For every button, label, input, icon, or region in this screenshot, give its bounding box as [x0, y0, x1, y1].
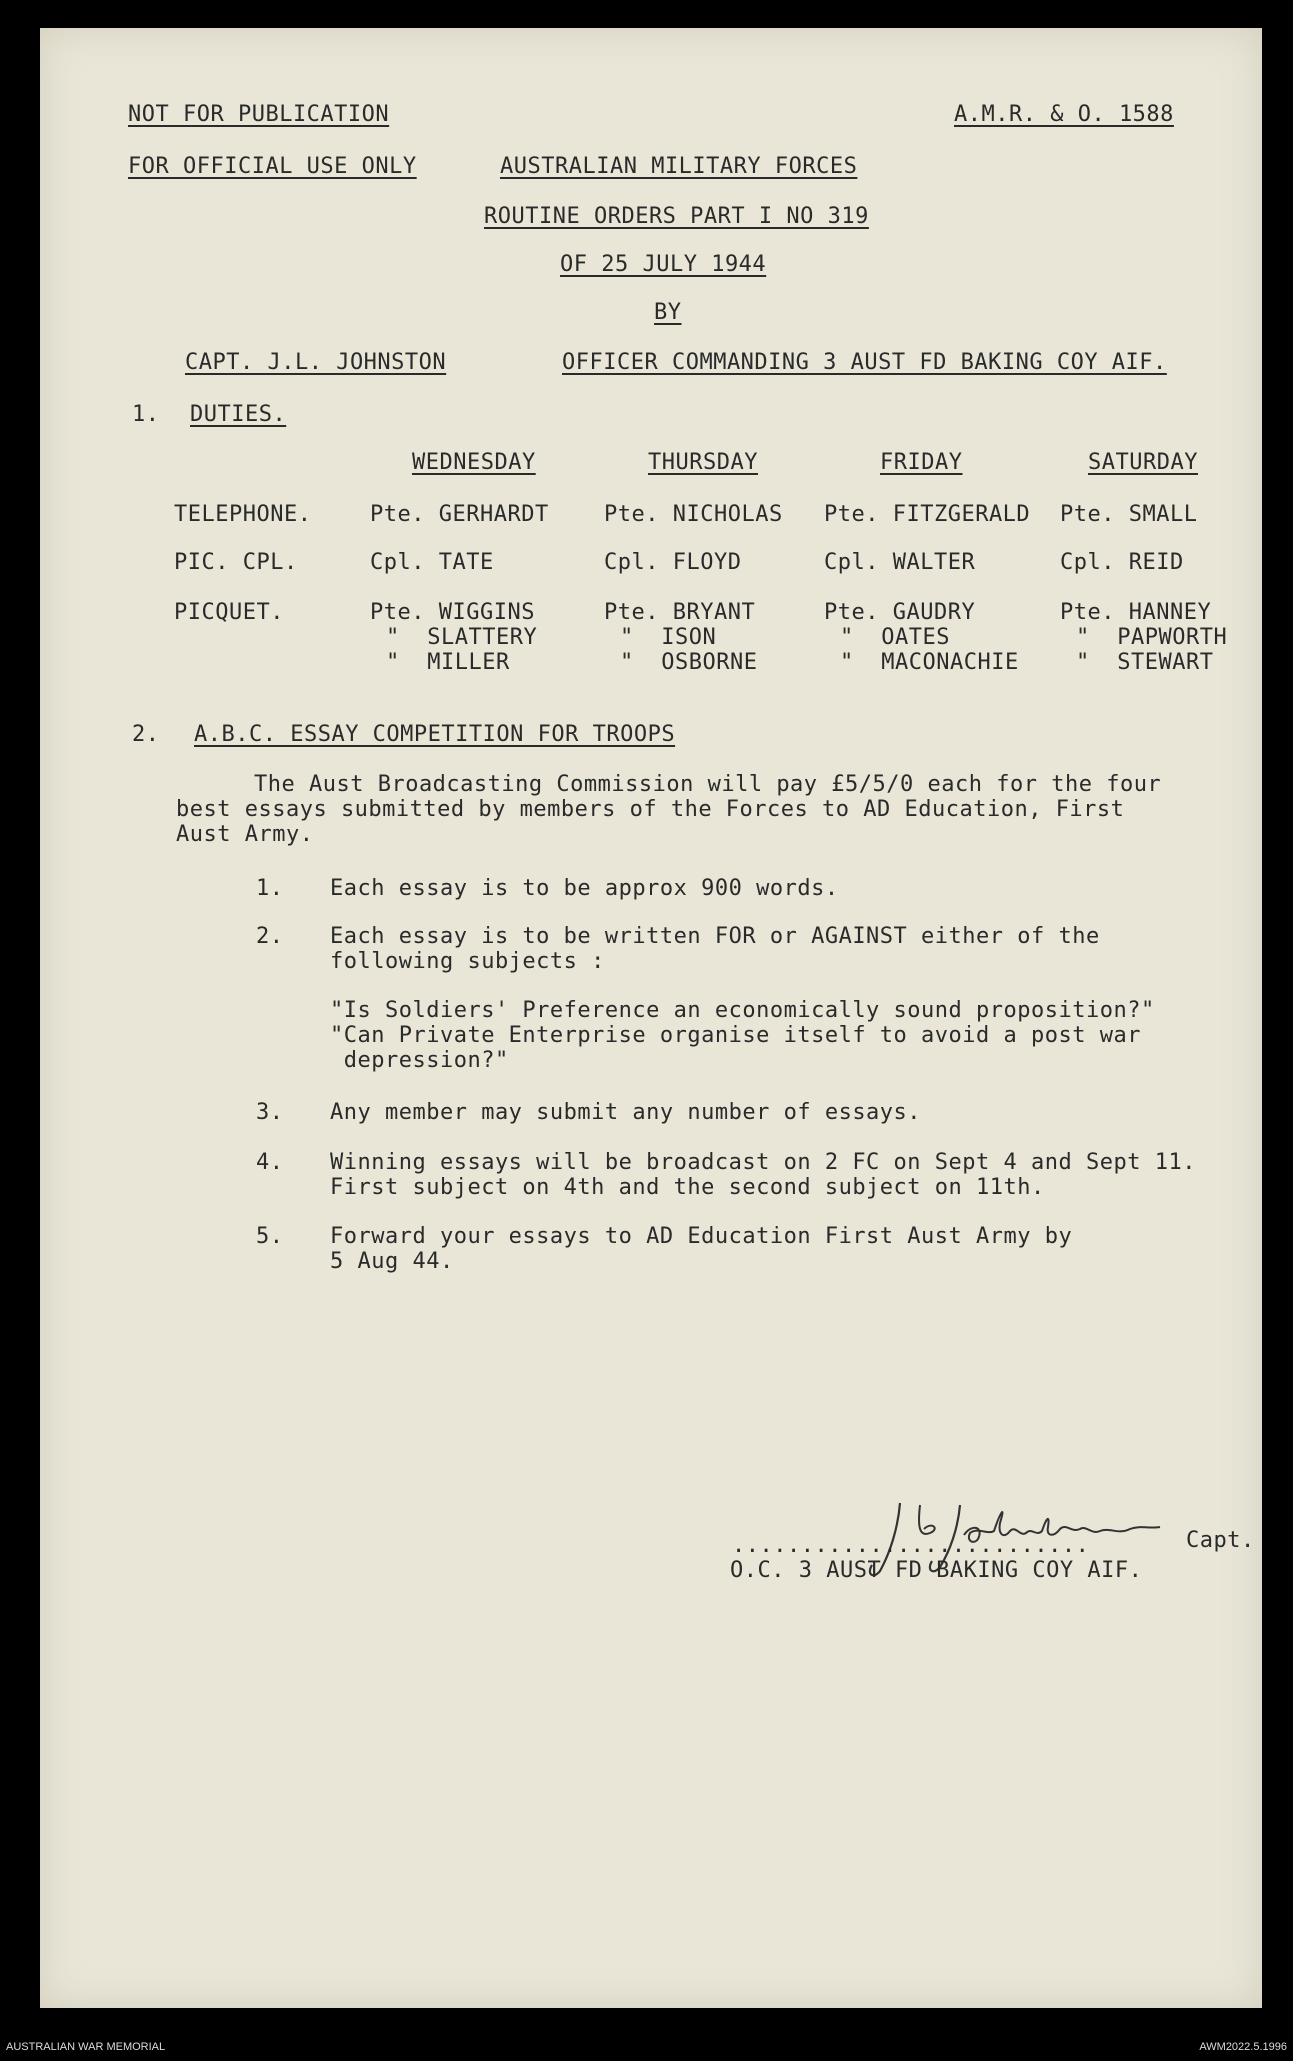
- day-header: SATURDAY: [1088, 450, 1198, 475]
- signature-dots: ..........................: [732, 1533, 1090, 1558]
- item-line: 5 Aug 44.: [330, 1249, 454, 1274]
- duty-cell: " MACONACHIE: [840, 650, 1019, 675]
- duty-cell: Pte. HANNEY: [1060, 600, 1212, 625]
- item-line: Each essay is to be approx 900 words.: [330, 876, 839, 901]
- duty-cell: " ISON: [620, 625, 717, 650]
- duty-cell: " SLATTERY: [386, 625, 538, 650]
- intro-line: best essays submitted by members of the Forces to AD Education, First: [176, 797, 1125, 822]
- signature-unit: O.C. 3 AUST FD BAKING COY AIF.: [730, 1558, 1143, 1583]
- duty-cell: Pte. NICHOLAS: [604, 502, 783, 527]
- duty-cell: " MILLER: [386, 650, 510, 675]
- item-line: following subjects :: [330, 949, 605, 974]
- not-for-publication: NOT FOR PUBLICATION: [128, 102, 390, 127]
- duty-cell: Pte. GERHARDT: [370, 502, 549, 527]
- duty-cell: Cpl. REID: [1060, 550, 1184, 575]
- intro-line: Aust Army.: [176, 822, 314, 847]
- quote-line: "Is Soldiers' Preference an economically sound proposition?": [330, 998, 1155, 1023]
- item-line: Each essay is to be written FOR or AGAINST either of the: [330, 924, 1100, 949]
- duty-label: PIC. CPL.: [174, 550, 298, 575]
- duty-cell: Cpl. FLOYD: [604, 550, 742, 575]
- duty-cell: " PAPWORTH: [1076, 625, 1228, 650]
- by-heading: BY: [654, 300, 682, 325]
- reference-number: A.M.R. & O. 1588: [954, 102, 1174, 127]
- item-line: Winning essays will be broadcast on 2 FC on Sept 4 and Sept 11.: [330, 1150, 1196, 1175]
- routine-orders-heading: ROUTINE ORDERS PART I NO 319: [484, 204, 869, 229]
- captain-name: CAPT. J.L. JOHNSTON: [185, 350, 447, 375]
- section-1-title: DUTIES.: [190, 402, 287, 427]
- section-2-title: A.B.C. ESSAY COMPETITION FOR TROOPS: [194, 722, 676, 747]
- day-header: THURSDAY: [648, 450, 758, 475]
- quote-line: "Can Private Enterprise organise itself to avoid a post war: [330, 1023, 1141, 1048]
- duty-cell: Pte. GAUDRY: [824, 600, 976, 625]
- item-number: 3.: [256, 1100, 284, 1125]
- item-number: 5.: [256, 1224, 284, 1249]
- footer-source: AUSTRALIAN WAR MEMORIAL: [6, 2041, 166, 2053]
- duty-cell: " STEWART: [1076, 650, 1214, 675]
- item-number: 4.: [256, 1150, 284, 1175]
- duty-cell: Pte. FITZGERALD: [824, 502, 1031, 527]
- date-heading: OF 25 JULY 1944: [560, 252, 767, 277]
- document-page: [40, 28, 1262, 2008]
- duty-label: TELEPHONE.: [174, 502, 312, 527]
- duty-label: PICQUET.: [174, 600, 284, 625]
- forces-heading: AUSTRALIAN MILITARY FORCES: [500, 154, 858, 179]
- section-2-number: 2.: [132, 722, 160, 747]
- section-1-number: 1.: [132, 402, 160, 427]
- official-use-label: FOR OFFICIAL USE ONLY: [128, 154, 417, 179]
- quote-line: depression?": [330, 1048, 509, 1073]
- duty-cell: Pte. BRYANT: [604, 600, 756, 625]
- item-line: First subject on 4th and the second subject on 11th.: [330, 1175, 1045, 1200]
- intro-line: The Aust Broadcasting Commission will pay £5/5/0 each for the four: [254, 772, 1162, 797]
- footer-accession: AWM2022.5.1996: [1199, 2041, 1287, 2053]
- signature-rank: Capt.: [1186, 1528, 1255, 1553]
- duty-cell: Cpl. TATE: [370, 550, 494, 575]
- duty-cell: Cpl. WALTER: [824, 550, 976, 575]
- item-line: Forward your essays to AD Education First Aust Army by: [330, 1224, 1073, 1249]
- duty-cell: Pte. SMALL: [1060, 502, 1198, 527]
- duty-cell: " OATES: [840, 625, 950, 650]
- duty-cell: " OSBORNE: [620, 650, 758, 675]
- day-header: FRIDAY: [880, 450, 963, 475]
- day-header: WEDNESDAY: [412, 450, 536, 475]
- item-number: 2.: [256, 924, 284, 949]
- duty-cell: Pte. WIGGINS: [370, 600, 535, 625]
- item-line: Any member may submit any number of essays.: [330, 1100, 922, 1125]
- item-number: 1.: [256, 876, 284, 901]
- officer-commanding: OFFICER COMMANDING 3 AUST FD BAKING COY AIF.: [562, 350, 1167, 375]
